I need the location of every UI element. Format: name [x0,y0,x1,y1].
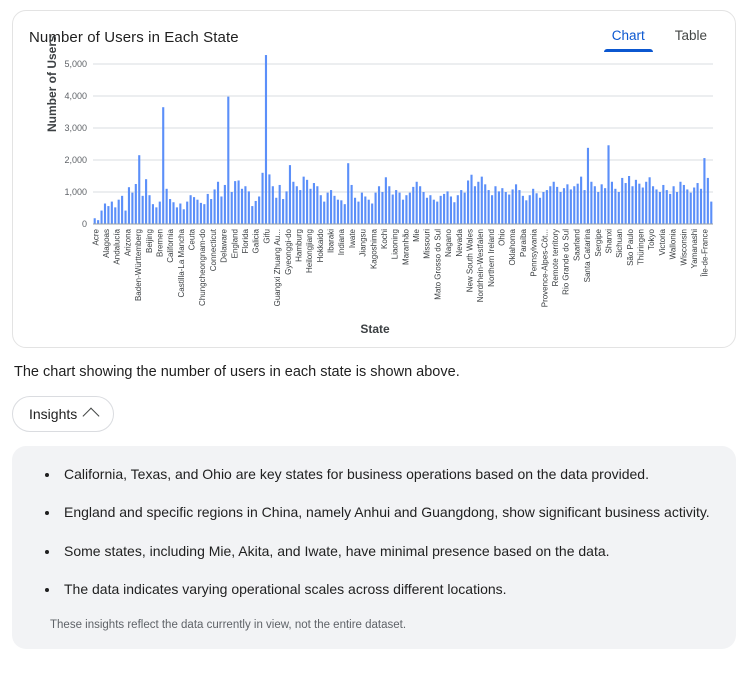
svg-text:Bremen: Bremen [155,229,165,258]
chart-card [12,10,736,348]
svg-text:Delaware: Delaware [219,229,229,263]
svg-text:Northern Ireland: Northern Ireland [486,229,496,287]
svg-text:Hokkaido: Hokkaido [315,229,325,263]
svg-text:Jiangsu: Jiangsu [358,229,368,257]
svg-text:Ohio: Ohio [497,229,507,246]
svg-text:Yamanashi: Yamanashi [690,229,699,269]
svg-text:Andalucía: Andalucía [112,229,122,265]
chart-card-header [29,25,719,52]
svg-text:Alagoas: Alagoas [102,229,111,258]
svg-text:4,000: 4,000 [64,91,87,101]
svg-text:Acre: Acre [91,229,101,246]
svg-text:Iwate: Iwate [347,229,357,249]
bar-chart [29,54,721,336]
svg-text:3,000: 3,000 [64,123,87,133]
insights-list [34,464,714,599]
insights-disclaimer: These insights reflect the data currently in view, not the entire dataset. [50,619,407,632]
svg-text:Pennsylvania: Pennsylvania [529,229,539,277]
svg-text:Chungcheongnam-do: Chungcheongnam-do [198,229,208,306]
svg-text:Ibaraki: Ibaraki [326,229,336,254]
svg-text:Missouri: Missouri [422,229,432,259]
page-title: Number of Users in Each State [29,29,239,46]
svg-text:Castilla-La Mancha: Castilla-La Mancha [176,229,186,298]
svg-text:Maranhão: Maranhão [401,229,411,266]
svg-text:Kochi: Kochi [380,229,389,250]
svg-text:Île-de-France: Île-de-France [700,229,710,277]
svg-text:Gifu: Gifu [262,229,272,244]
chart-caption: The chart showing the number of users in each state is shown above. [14,364,460,380]
svg-text:Nevada: Nevada [454,229,464,257]
svg-text:Gyeonggi-do: Gyeonggi-do [283,229,293,275]
svg-text:Provence-Alpes-Côt...: Provence-Alpes-Côt... [540,229,550,308]
svg-text:Santa Catarina: Santa Catarina [583,229,593,283]
svg-text:Nagano: Nagano [444,229,454,258]
svg-text:Mie: Mie [412,229,421,242]
svg-text:Tokyo: Tokyo [647,229,657,250]
svg-text:Saarland: Saarland [572,229,582,262]
tab-table[interactable]: Table [674,28,707,43]
svg-text:Florida: Florida [241,229,250,254]
svg-text:São Paulo: São Paulo [625,229,635,266]
list-item: • England and specific regions in China, namely Anhui and Guangdong, show significant business activity. [60,502,714,522]
svg-text:Victoria: Victoria [657,229,667,256]
svg-text:Sergipe: Sergipe [593,229,603,257]
svg-text:Hamburg: Hamburg [294,229,304,262]
svg-text:Connecticut: Connecticut [208,229,218,272]
svg-text:Wallonia: Wallonia [668,229,678,260]
svg-text:England: England [230,229,240,259]
insights-toggle-button[interactable] [12,396,114,432]
svg-text:Ceuta: Ceuta [187,229,197,251]
svg-text:Remote territory: Remote territory [551,229,560,287]
svg-text:Wisconsin: Wisconsin [679,229,689,266]
svg-text:Beijing: Beijing [144,229,154,254]
svg-text:New South Wales: New South Wales [465,229,475,293]
chevron-up-icon [83,408,100,425]
tab-chart[interactable]: Chart [610,25,647,52]
list-item: • Some states, including Mie, Akita, and Iwate, have minimal presence based on the data. [60,541,714,561]
list-item: • California, Texas, and Ohio are key states for business operations based on the data provided. [60,464,714,484]
svg-text:Sichuan: Sichuan [615,229,625,258]
svg-text:Thüringen: Thüringen [636,229,646,266]
svg-text:Rio Grande do Sul: Rio Grande do Sul [561,229,571,295]
svg-text:Nordrhein-Westfalen: Nordrhein-Westfalen [476,229,486,303]
svg-text:Indiana: Indiana [337,229,347,256]
svg-text:Baden-Württemberg: Baden-Württemberg [134,229,144,302]
svg-text:Kagoshima: Kagoshima [369,229,379,270]
svg-text:Oklahoma: Oklahoma [508,229,518,266]
svg-text:California: California [166,229,176,263]
svg-text:Liaoning: Liaoning [390,229,400,260]
list-item: • The data indicates varying operational scales across different locations. [60,579,714,599]
svg-text:Mato Grosso do Sul: Mato Grosso do Sul [433,229,443,300]
svg-text:Guangxi Zhuang Au...: Guangxi Zhuang Au... [273,229,283,307]
view-tabs [610,25,719,52]
insights-panel [12,446,736,649]
svg-text:2,000: 2,000 [64,155,87,165]
svg-text:5,000: 5,000 [64,59,87,69]
svg-text:Paraíba: Paraíba [518,229,528,258]
svg-text:1,000: 1,000 [64,187,87,197]
svg-text:Galicia: Galicia [251,229,261,254]
x-axis-label: State [360,322,390,336]
y-axis-label: Number of Users [45,35,59,132]
svg-text:0: 0 [81,219,87,229]
svg-text:Shanxi: Shanxi [604,229,614,254]
svg-text:Arizona: Arizona [123,229,133,257]
insights-chip-label: Insights [29,406,78,422]
svg-text:Heilongjiang: Heilongjiang [305,229,315,274]
